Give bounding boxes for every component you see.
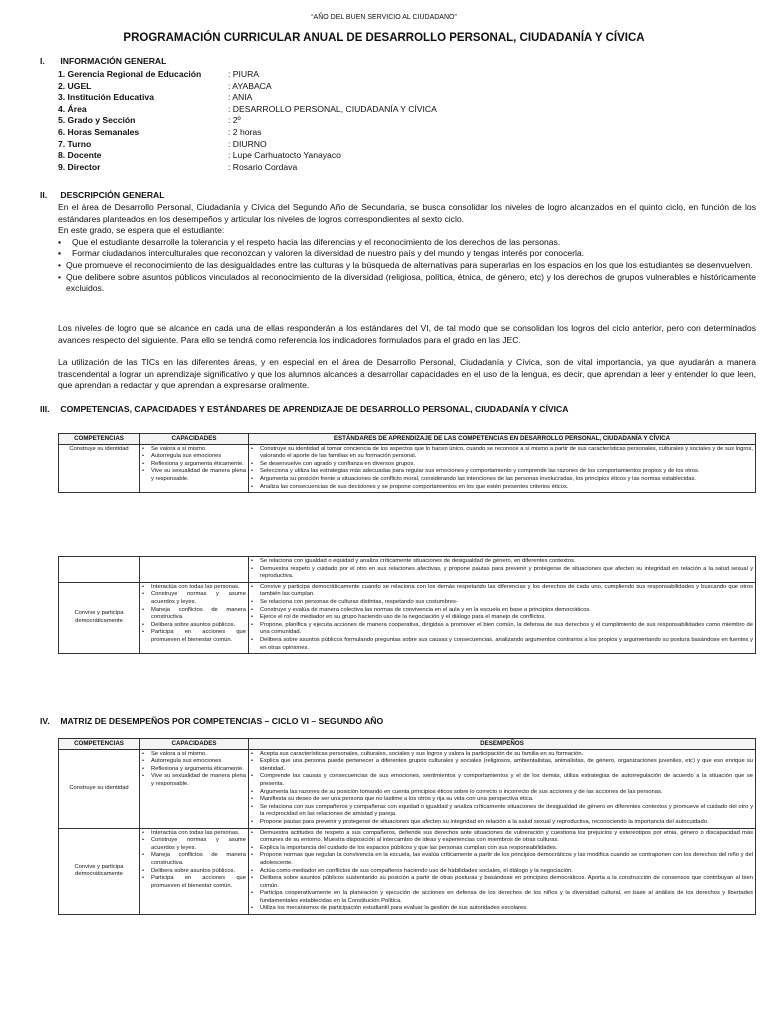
table-row [59, 444, 756, 493]
square-bullet-icon: ▪ [58, 236, 62, 247]
info-value: : Rosario Cordava [228, 161, 298, 172]
list-item: • Participa en acciones que promueven el bienestar común. [142, 875, 246, 889]
list-item: • Delibera sobre asuntos públicos sustentando su posición a partir de otras posturas y basándose en principios democráticos. Aporta a la construcción de consensos que contribuyan al bien común. [251, 875, 753, 889]
bullet-icon: • [142, 773, 145, 780]
info-row [58, 127, 437, 139]
description-intro: En el área de Desarrollo Personal, Ciudadanía y Cívica del Segundo Año de Secundaria, se busca consolidar los niveles de logro alcanzados en el quinto ciclo, en función de los estándares planteados en los desempeños y articular los niveles de logros correspondientes al sexto ciclo. [58, 202, 756, 224]
empty-cell [59, 557, 140, 583]
list-item: • Participa en acciones que promueven el bienestar común. [142, 629, 246, 643]
list-item: • Se relaciona con igualdad o equidad y analiza críticamente situaciones de desigualdad de género, en diferentes contextos. [251, 558, 576, 564]
list-item: • Se valora a sí mismo. [142, 445, 207, 452]
list-item: • Reflexiona y argumenta éticamente. [142, 765, 244, 772]
list-item: • Comprende las causas y consecuencias de sus emociones, sentimientos y comportamientos y el de los demás, utiliza estrategias de autorregulación de acuerdo a la situación que se presenta. [251, 773, 753, 787]
bullet-icon: • [142, 445, 145, 452]
section-number: I. [40, 56, 45, 66]
standards-table-part-1 [58, 433, 756, 493]
description-paragraph-2: Los niveles de logro que se alcance en cada una de ellas responderán a los estándares del VI, de tal modo que se consolidan los logros del ciclo anterior, pero con determinados avances respecto del siguiente. Para ello se tendrá como referencia los indicadores formulados para el grado en las JEC. [58, 323, 756, 345]
info-value: : DESARROLLO PERSONAL, CIUDADANÍA Y CÍVICA [228, 103, 437, 114]
list-item: • Demuestra respeto y cuidado por el otro en sus relaciones afectivas, y propone pautas para prevenir y protegerse de situaciones que afecten su integridad en relación a la salud sexual y reproductiva. [251, 565, 753, 580]
performances-cell [249, 749, 756, 828]
section-title: MATRIZ DE DESEMPEÑOS POR COMPETENCIAS – CICLO VI – SEGUNDO AÑO [60, 716, 384, 726]
bullet-icon: • [251, 621, 254, 628]
bullet-icon: • [142, 591, 145, 598]
capacities-cell [140, 444, 249, 493]
list-item: • Delibera sobre asuntos públicos. [142, 867, 236, 874]
bullet-icon: • [142, 453, 145, 460]
section-3-heading [40, 404, 568, 414]
standards-table-part-2 [58, 556, 756, 654]
year-motto: “AÑO DEL BUEN SERVICIO AL CIUDADANO” [311, 14, 457, 21]
list-item: • Autorregula sus emociones [142, 453, 222, 460]
column-header: COMPETENCIAS [59, 739, 140, 750]
info-label: 7. Turno [58, 138, 92, 149]
list-item: • Construye normas y asume acuerdos y leyes. [142, 591, 246, 605]
info-value: : ANIA [228, 92, 253, 103]
list-item: • Manifiesta su deseo de ser una persona que no lastime a los otros y rija su vida con una perspectiva ética. [251, 796, 534, 803]
empty-cell [140, 557, 249, 583]
list-item: • Argumenta las razones de su posición tomando en cuenta principios éticos sobre lo correcto o incorrecto de sus acciones y de las acciones de las personas. [251, 788, 663, 795]
table-header-row [59, 739, 756, 750]
bullet-icon: • [142, 750, 145, 757]
bullet-icon: • [142, 867, 145, 874]
square-bullet-list [58, 237, 756, 260]
list-item: • Propone normas que regulan la convivencia en la escuela, las evalúa críticamente a partir de los principios democráticos y las modifica cuando se contraponen con los derechos del niño y del adolescente. [251, 852, 753, 866]
info-row [58, 81, 437, 93]
bullet-icon: • [142, 758, 145, 765]
list-item: • Selecciona y utiliza las estrategias más adecuadas para regular sus emociones y comportamiento y comprende las razones de los comportamientos propios y de los otros. [251, 468, 700, 475]
info-label: 1. Gerencia Regional de Educación [58, 69, 202, 79]
table-row [59, 828, 756, 915]
capacities-cell [140, 582, 249, 653]
list-item: • Se relaciona con sus compañeros y compañeras con equidad o igualdad y analiza críticamente situaciones de desigualdad de género en diferentes contextos y promueve el cuidado del otro y la reciprocidad en las relaciones de amistad y pareja. [251, 803, 753, 818]
list-item: • Se desenvuelve con agrado y confianza en diversos grupos. [251, 460, 416, 467]
list-item: • Construye normas y asume acuerdos y leyes. [142, 837, 246, 851]
bullet-icon: • [251, 460, 254, 467]
list-item: • Vive su sexualidad de manera plena y responsable. [142, 468, 246, 482]
info-row [58, 150, 437, 162]
capacities-cell [140, 828, 249, 915]
description-block [58, 202, 756, 295]
list-item: • Acepta sus características personales, culturales, sociales y sus logros y valora la participación de su familia en su formación. [251, 750, 584, 757]
info-label: 9. Director [58, 161, 101, 172]
info-row [58, 162, 437, 174]
info-row [58, 115, 437, 127]
bullet-icon: • [251, 483, 254, 490]
section-2-heading [40, 190, 164, 200]
performances-cell [249, 828, 756, 915]
info-label: 8. Docente [58, 150, 102, 161]
list-item: • Demuestra actitudes de respeto a sus compañeros, defiende sus derechos ante situaciones de vulneración y cuestiona los prejuicios y estereotipos por etnia, género o discapacidad más comunes de su entorno. Muestra disposición al intercambio de ideas y experiencias con miembros de otras culturas. [251, 829, 753, 844]
info-value: : Lupe Carhuatocto Yanayaco [228, 150, 341, 161]
list-item: • Se valora a sí mismo. [142, 750, 207, 757]
bullet-icon: • [251, 852, 254, 859]
capacities-cell [140, 749, 249, 828]
bullet-icon: • [251, 875, 254, 882]
bullet-icon: • [251, 758, 254, 765]
description-lead: En este grado, se espera que el estudiante: [58, 225, 225, 236]
bullet-icon: • [251, 598, 254, 605]
bullet-icon: • [251, 890, 254, 897]
competency-cell: Convive y participa democráticamente [59, 582, 140, 653]
bullet-icon: • [251, 614, 254, 621]
bullet-icon: • [251, 844, 254, 851]
list-item: • Explica que una persona puede pertenecer a diferentes grupos culturales y sociales (religiosos, ambientalistas, animalistas, de género, organizaciones juveniles, etc) y que eso enrique su identidad. [251, 758, 753, 772]
bullet-icon: • [251, 773, 254, 780]
bullet-icon: • [142, 837, 145, 844]
standards-cell [249, 582, 756, 653]
bullet-icon: • [142, 468, 145, 475]
list-item: • Interactúa con todas las personas. [142, 583, 240, 590]
bullet-icon: • [251, 558, 254, 564]
bullet-icon: • [142, 583, 145, 590]
dot-bullet-list [58, 260, 756, 295]
list-item: • Maneja conflictos de manera constructiva. [142, 606, 246, 621]
list-item: • Reflexiona y argumenta éticamente. [142, 460, 244, 467]
column-header: COMPETENCIAS [59, 434, 140, 445]
bullet-icon: • [251, 636, 254, 643]
column-header: CAPACIDADES [140, 739, 249, 750]
list-item: • Ejerce el rol de mediador en su grupo haciendo uso de la negociación y el diálogo para el manejo de conflictos. [251, 614, 546, 621]
bullet-icon: • [142, 875, 145, 882]
list-item: • Actúa como mediador en conflictos de sus compañeros haciendo uso de habilidades sociales, el diálogo y la negociación. [251, 867, 573, 874]
bullet-icon: • [251, 867, 254, 874]
bullet-icon: • [251, 818, 254, 825]
performance-matrix-table [58, 738, 756, 915]
list-item: • Se relaciona con personas de culturas distintas, respetando sus costumbres- [251, 598, 458, 605]
column-header: DESEMPEÑOS [249, 739, 756, 750]
list-item: ▪ Que el estudiante desarrolle la tolerancia y el respeto hacia las diferencias y el reconocimiento de los derechos de las personas. [58, 236, 561, 247]
bullet-icon: • [251, 788, 254, 795]
page-title: PROGRAMACIÓN CURRICULAR ANUAL DE DESARROLLO PERSONAL, CIUDADANÍA Y CÍVICA [123, 32, 645, 44]
bullet-icon: • [251, 475, 254, 482]
dot-bullet-icon: • [58, 271, 62, 282]
bullet-icon: • [251, 468, 254, 475]
list-item: ▪ Formar ciudadanos interculturales que reconozcan y valoren la diversidad de nuestro país y del mundo y tengas interés por conocerla. [58, 248, 585, 259]
competency-cell: Convive y participa democráticamente [59, 828, 140, 915]
bullet-icon: • [251, 565, 254, 572]
list-item: • Delibera sobre asuntos públicos. [142, 621, 236, 628]
table-row [59, 557, 756, 583]
list-item: • Vive su sexualidad de manera plena y responsable. [142, 773, 246, 787]
column-header: CAPACIDADES [140, 434, 249, 445]
column-header: ESTÁNDARES DE APRENDIZAJE DE LAS COMPETENCIAS EN DESARROLLO PERSONAL, CIUDADANÍA Y CÍVICA [249, 434, 756, 445]
section-number: II. [40, 190, 48, 200]
list-item: • Que promueve el reconocimiento de las desigualdades entre las culturas y la búsqueda de alternativas para superarlas en los espacios en los que los estudiantes se desenvuelven. [58, 259, 753, 270]
info-label: 3. Institución Educativa [58, 92, 154, 103]
bullet-icon: • [251, 803, 254, 810]
section-title: COMPETENCIAS, CAPACIDADES Y ESTÁNDARES DE APRENDIZAJE DE DESARROLLO PERSONAL, CIUDADANÍA Y CÍVICA [60, 404, 569, 414]
info-value: : 2º [228, 115, 241, 126]
bullet-icon: • [251, 750, 254, 757]
info-label: 2. UGEL [58, 80, 92, 91]
info-label: 5. Grado y Sección [58, 115, 136, 126]
section-title: DESCRIPCIÓN GENERAL [60, 190, 165, 200]
list-item: • Utiliza los mecanismos de participación estudiantil para evaluar la gestión de sus autoridades escolares. [251, 905, 528, 912]
table-row [59, 582, 756, 653]
info-value: : PIURA [228, 69, 260, 79]
bullet-icon: • [142, 606, 145, 613]
standards-cell [249, 557, 756, 583]
competency-cell: Construye su identidad [59, 749, 140, 828]
bullet-icon: • [142, 765, 145, 772]
info-label: 6. Horas Semanales [58, 126, 140, 137]
square-bullet-icon: ▪ [58, 248, 62, 259]
bullet-icon: • [251, 606, 254, 613]
list-item: • Explica la importancia del cuidado de los espacios públicos y que las personas cumplan con sus responsabilidades. [251, 844, 558, 851]
info-value: : 2 horas [228, 126, 262, 137]
section-1-heading [40, 56, 166, 66]
section-number: IV. [40, 716, 50, 726]
list-item: • Interactúa con todas las personas. [142, 829, 240, 836]
competency-cell: Construye su identidad [59, 444, 140, 493]
info-value: : AYABACA [228, 80, 272, 91]
bullet-icon: • [142, 829, 145, 836]
dot-bullet-icon: • [58, 259, 62, 270]
list-item: • Que delibere sobre asuntos públicos vinculados al reconocimiento de la diversidad (religiosa, política, étnica, de género, etc) y los derechos de grupos vulnerables e históricamente excluidos. [58, 271, 756, 294]
list-item: • Delibera sobre asuntos públicos formulando preguntas sobre sus causas y consecuencias, analizando argumentos contrarios a los propios y argumentando su postura basándose en fuentes y en otras opiniones. [251, 636, 753, 651]
list-item: • Maneja conflictos de manera constructiva. [142, 852, 246, 866]
info-row [58, 104, 437, 116]
list-item: • Propone, planifica y ejecuta acciones de manera cooperativa, dirigidas a promover el bien común, la defensa de sus derechos y el cumplimiento de sus responsabilidades como miembro de una comunidad. [251, 621, 753, 636]
standards-cell [249, 444, 756, 493]
section-title: INFORMACIÓN GENERAL [60, 56, 167, 66]
list-item: • Participa cooperativamente en la planeación y ejecución de acciones en defensa de los derechos de los niños y la diversidad cultural, en base al análisis de los derechos y libertades fundamentales establecidas en la Constitución Política. [251, 890, 753, 904]
list-item: • Autorregula sus emociones [142, 758, 222, 765]
info-row [58, 92, 437, 104]
general-info-list [58, 69, 437, 173]
table-row [59, 749, 756, 828]
info-label: 4. Área [58, 103, 87, 114]
description-paragraph-3: La utilización de las TICs en las diferentes áreas, y en especial en el área de Desarrollo Personal, Ciudadanía y Cívica, son de vital importancia, ya que ayudarán a manera trascendental a lograr un aprendizaje significativo y que los alumnos alcances a desarrollar capacidades en el uso de la lengua, es decir, que aprendan a leer y entender lo que leen, que aprendan a redactar y que aprendan a expresarse oralmente. [58, 357, 756, 391]
bullet-icon: • [251, 829, 254, 836]
bullet-icon: • [251, 445, 254, 452]
table-header-row [59, 434, 756, 445]
info-row [58, 69, 437, 81]
info-row [58, 139, 437, 151]
section-4-heading [40, 716, 383, 726]
list-item: • Argumenta su posición frente a situaciones de conflicto moral, considerando las intenciones de las personas involucradas, los principios éticos y las normas establecidas. [251, 475, 696, 482]
list-item: • Construye su identidad al tomar conciencia de los aspectos que lo hacen único, cuando se reconoce a sí mismo a partir de sus características personales, culturales y sociales y de sus logros, valorando el aporte de las familias en su formación personal. [251, 445, 753, 460]
list-item: • Convive y participa democráticamente cuando se relaciona con los demás respetando las diferencias y los derechos de cada uno, cumpliendo sus responsabilidades y buscando que otros también las cumplan. [251, 583, 753, 598]
bullet-icon: • [251, 905, 254, 912]
list-item: • Construye y evalúa de manera colectiva las normas de convivencia en el aula y en la escuela en base a principios democráticos. [251, 606, 591, 613]
bullet-icon: • [142, 621, 145, 628]
section-number: III. [40, 404, 50, 414]
bullet-icon: • [142, 629, 145, 636]
bullet-icon: • [251, 583, 254, 590]
bullet-icon: • [142, 460, 145, 467]
bullet-icon: • [251, 796, 254, 803]
list-item: • Analiza las consecuencias de sus decisiones y se propone comportamientos en los que estén presentes criterios éticos. [251, 483, 569, 490]
list-item: • Propone pautas para prevenir y protegerse de situaciones que afecten su integridad en relación a la salud sexual y reproductiva, reconociendo la importancia del autocuidado. [251, 818, 709, 825]
bullet-icon: • [142, 852, 145, 859]
info-value: : DIURNO [228, 138, 267, 149]
